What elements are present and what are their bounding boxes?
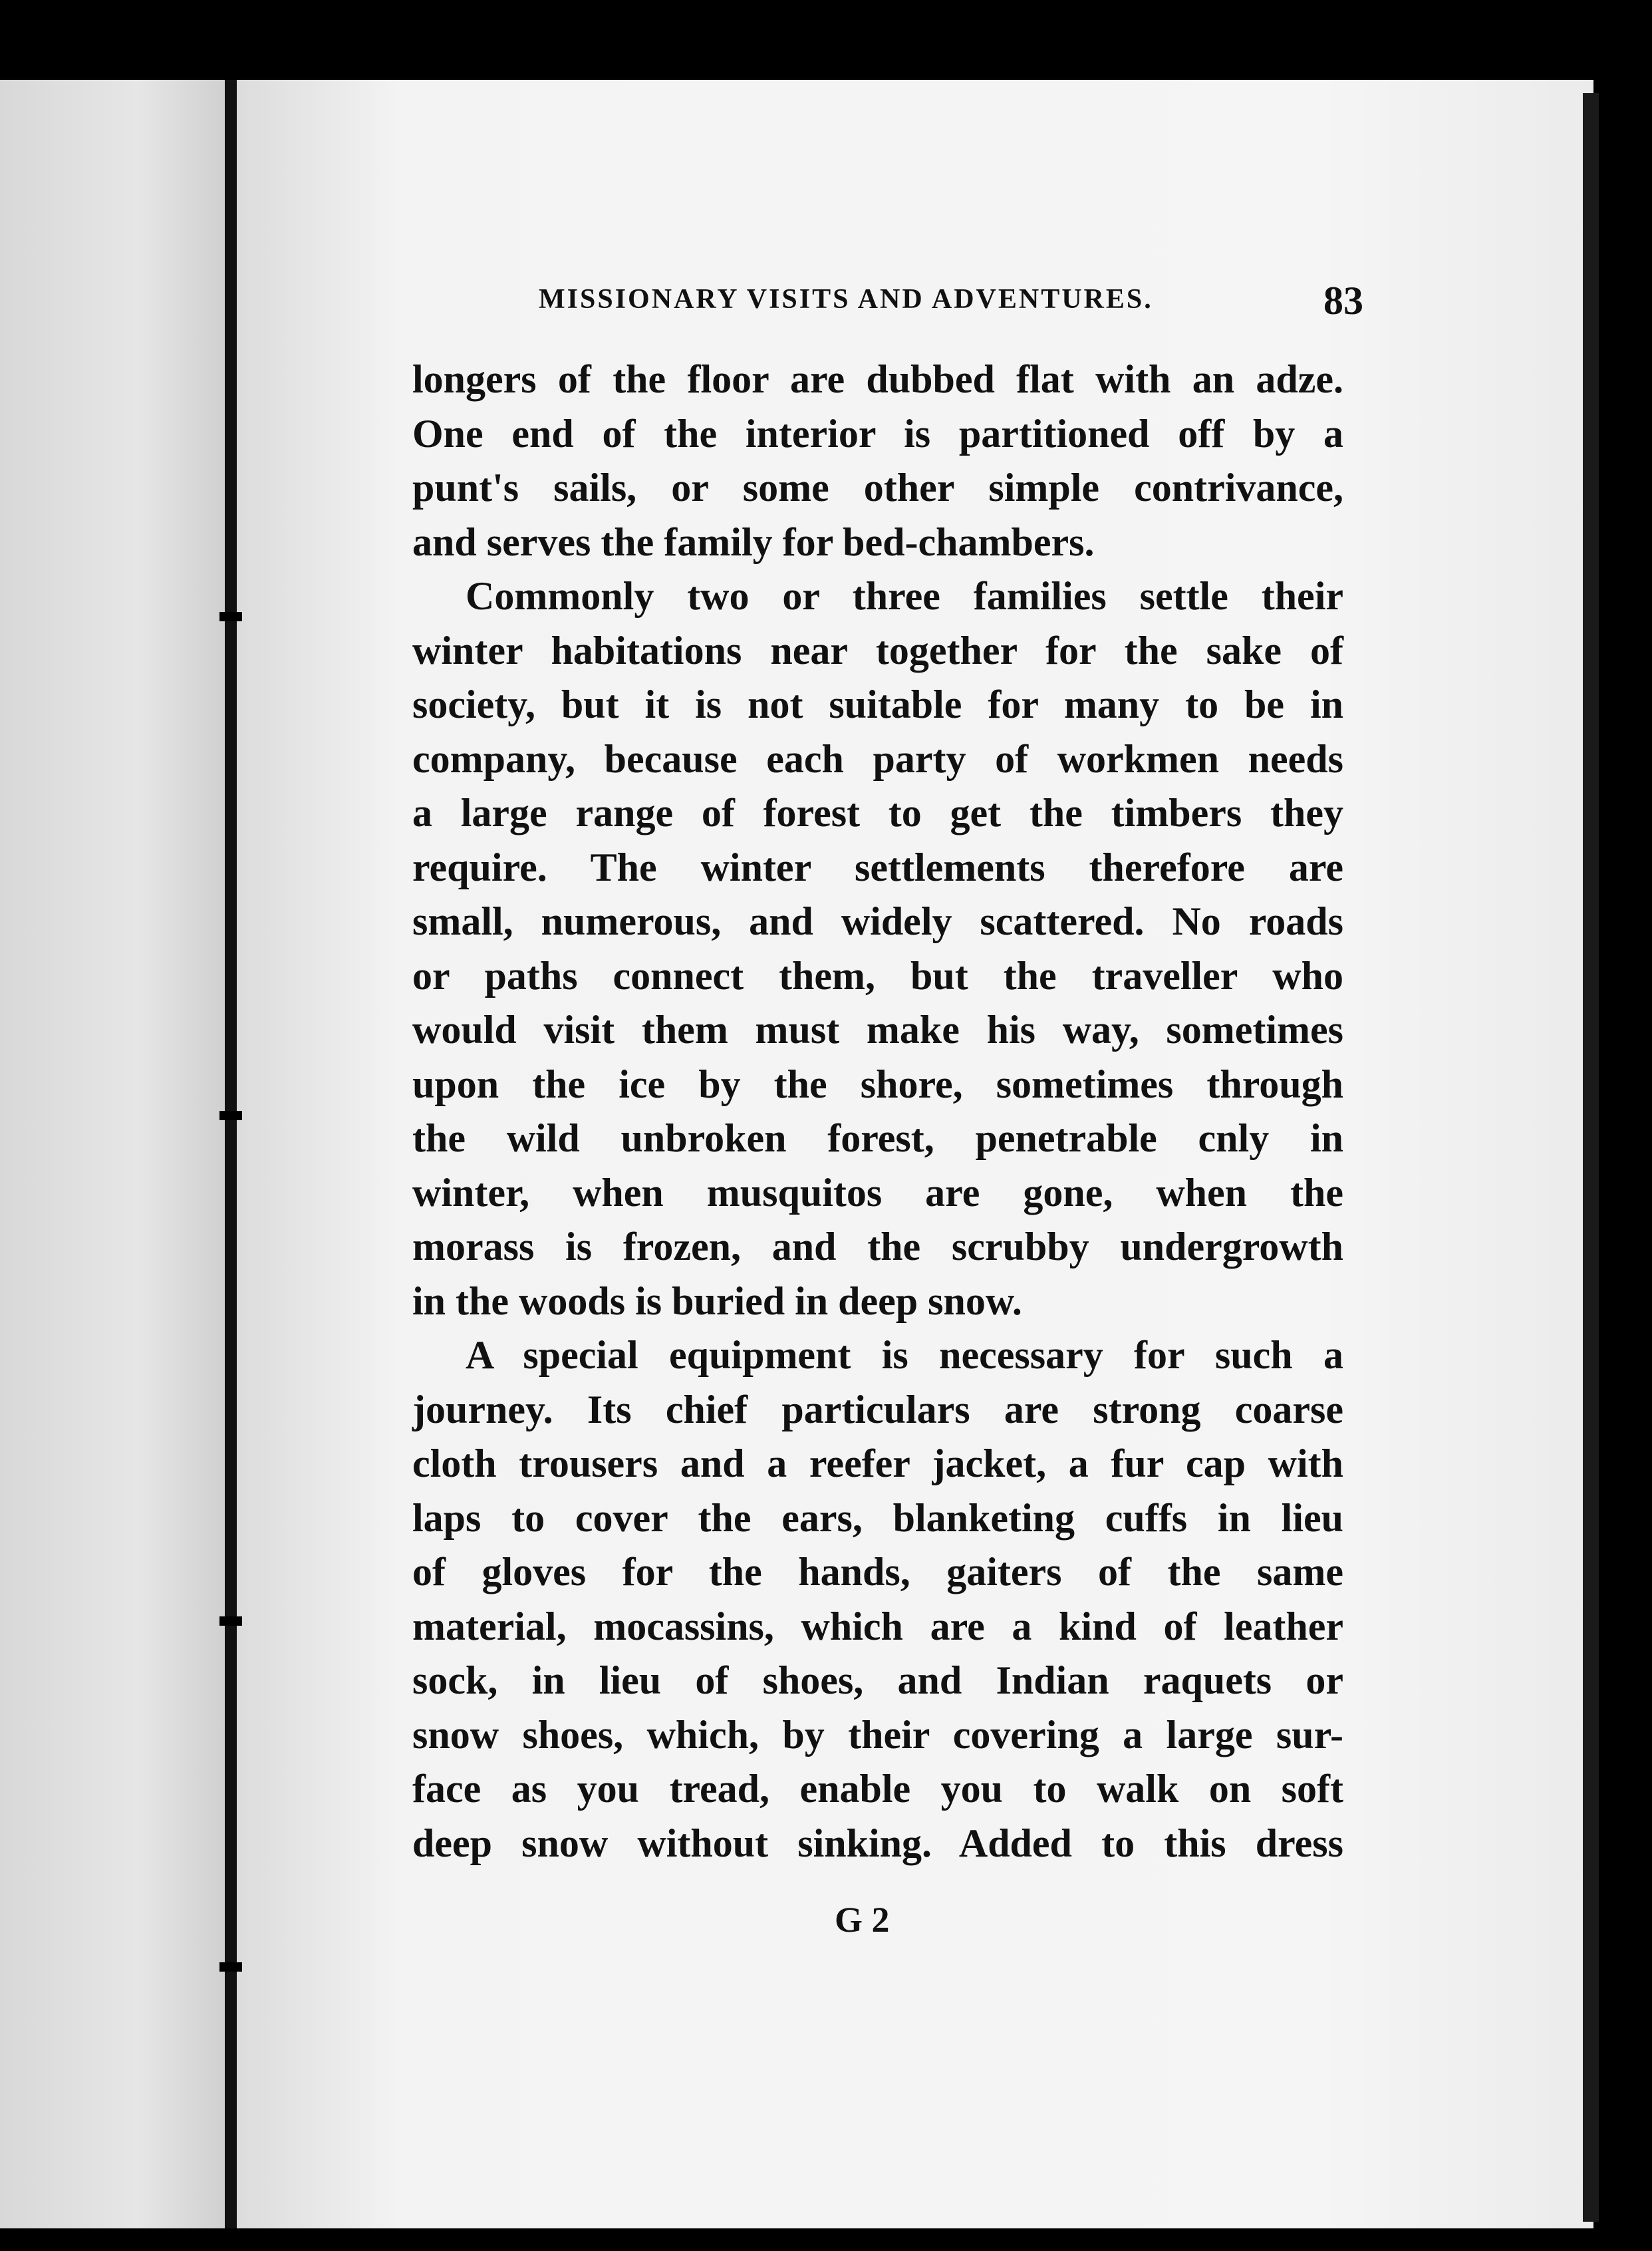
text-line: winter habitations near together for the sake of	[412, 628, 1343, 673]
text-line: society, but it is not suitable for many to be in	[412, 682, 1343, 726]
text-line: One end of the interior is partitioned off by a	[412, 411, 1343, 456]
text-line: face as you tread, enable you to walk on soft	[412, 1767, 1343, 1811]
text-line: longers of the floor are dubbed flat with an adze.	[412, 357, 1343, 401]
text-line: morass is frozen, and the scrubby undergrowth	[412, 1225, 1343, 1269]
text-line: would visit them must make his way, sometimes	[412, 1008, 1343, 1052]
text-line: require. The winter settlements therefore are	[412, 845, 1343, 889]
page-edge	[1583, 93, 1599, 2222]
text-line: winter, when musquitos are gone, when the	[412, 1170, 1343, 1215]
body-text	[412, 353, 1343, 1871]
text-line: laps to cover the ears, blanketing cuffs in lieu	[412, 1495, 1343, 1540]
text-line: a large range of forest to get the timbers they	[412, 791, 1343, 835]
signature-mark: G 2	[835, 1900, 890, 1940]
page-header	[539, 278, 1363, 331]
text-line: in the woods is buried in deep snow.	[412, 1278, 1022, 1323]
left-page-margin	[0, 80, 229, 2228]
text-line: company, because each party of workmen needs	[412, 736, 1343, 781]
text-line: sock, in lieu of shoes, and Indian raquets or	[412, 1658, 1343, 1702]
text-line: cloth trousers and a reefer jacket, a fur cap with	[412, 1441, 1343, 1485]
text-line: deep snow without sinking. Added to this dress	[412, 1821, 1343, 1865]
binding-stitch	[219, 612, 242, 621]
text-line: the wild unbroken forest, penetrable cnly in	[412, 1116, 1343, 1160]
text-line: A special equipment is necessary for such a	[466, 1333, 1343, 1377]
text-line: and serves the family for bed-chambers.	[412, 520, 1095, 564]
text-line: journey. Its chief particulars are strong coarse	[412, 1387, 1343, 1431]
text-line: upon the ice by the shore, sometimes through	[412, 1062, 1343, 1106]
text-line: Commonly two or three families settle their	[466, 574, 1343, 618]
page-number: 83	[1323, 279, 1363, 323]
binding-stitch	[219, 1616, 242, 1626]
text-line: punt's sails, or some other simple contrivance,	[412, 466, 1343, 510]
text-line: small, numerous, and widely scattered. No roads	[412, 899, 1343, 943]
text-line: snow shoes, which, by their covering a large sur-	[412, 1712, 1343, 1757]
running-head: MISSIONARY VISITS AND ADVENTURES.	[539, 284, 1153, 315]
binding-stitch	[219, 1111, 242, 1120]
book-spine	[225, 80, 237, 2228]
binding-stitch	[219, 1962, 242, 1972]
text-line: or paths connect them, but the traveller who	[412, 953, 1343, 998]
text-line: of gloves for the hands, gaiters of the same	[412, 1550, 1343, 1594]
text-line: material, mocassins, which are a kind of leather	[412, 1604, 1343, 1648]
